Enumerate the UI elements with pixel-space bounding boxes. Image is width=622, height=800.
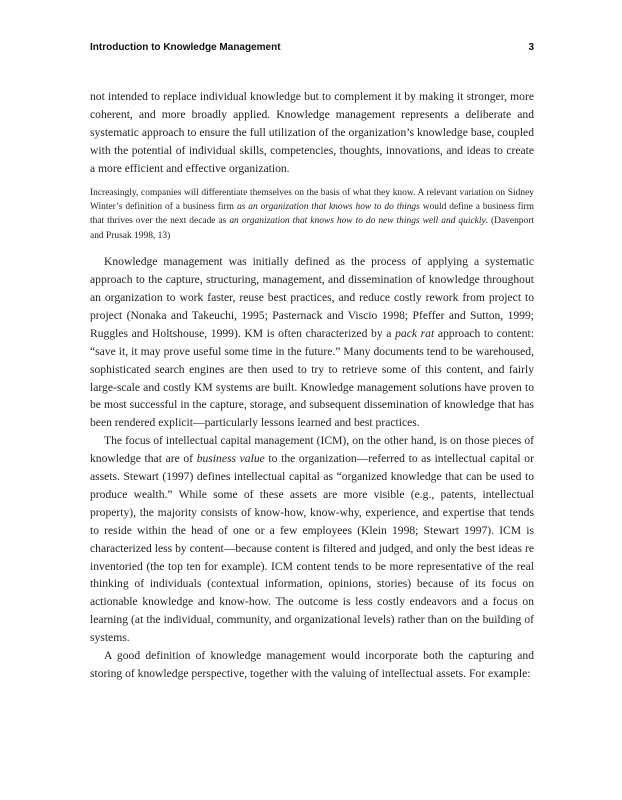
- quote-text-1: Increasingly, companies will differentiate themselves on the basis of what they know. A relevant variation on Sidney Winter’s definition of a business firm: [90, 187, 534, 212]
- quote-italic-2: an organization that knows how to do new things well and quickly: [229, 216, 486, 227]
- paragraph-2: [90, 253, 534, 432]
- quote-italic-1: as an organization that knows how to do things: [236, 201, 420, 212]
- paragraph-3-text-2: to the organization—referred to as intellectual capital or assets. Stewart (1997) defines intellectual capital as “organized knowledge that can be used to produce wealth.” While some of these assets are more visible (e.g., patents, intellectual property), the majority consists of know-how, know-why, experience, and expertise that tends to reside within the head of one or a few employees (Klein 1998; Stewart 1997). ICM is characterized less by content—because content is filtered and judged, and only the best ideas re inventoried (the top ten for example). ICM content tends to be more representative of the real thinking of individuals (contextual information, opinions, stories) because of its focus on actionable knowledge and know-how. The outcome is less costly endeavors and a focus on learning (at the individual, community, and organizational levels) rather than on the building of systems.: [90, 452, 534, 645]
- paragraph-2-text-1: Knowledge management was initially defined as the process of applying a systematic approach to the capture, structuring, management, and dissemination of knowledge throughout an organization to work faster, reuse best practices, and reduce costly rework from project to project (Nonaka and Takeuchi, 1995; Pasternack and Viscio 1998; Pfeffer and Sutton, 1999; Ruggles and Holtshouse, 1999). KM is often characterized by a: [90, 255, 534, 340]
- quote-text-2: would define a business firm that thrives over the next decade as: [90, 201, 534, 227]
- block-quote: [90, 186, 534, 244]
- paragraph-4: A good definition of knowledge management would incorporate both the capturing and storing of knowledge perspective, together with the valuing of intellectual assets. For example:: [90, 649, 534, 680]
- paragraph-1: not intended to replace individual knowledge but to complement it by making it stronger, more coherent, and more broadly applied. Knowledge management represents a deliberate and systematic approach to ensure the full utilization of the organization’s knowledge base, coupled with the potential of individual skills, competencies, thoughts, innovations, and ideas to create a more efficient and effective organization.: [90, 90, 534, 175]
- paragraph-2-italic: pack rat: [395, 326, 435, 340]
- page-number: 3: [528, 42, 534, 53]
- paragraph-2-text-2: approach to content: “save it, it may prove useful some time in the future.” Many documents tend to be warehoused, sophisticated search engines are then used to try to retrieve some of this content, and fairly large-scale and costly KM systems are built. Knowledge management solutions have proven to be most successful in the capture, storage, and subsequent dissemination of knowledge that has been rendered explicit—particularly lessons learned and best practices.: [90, 326, 534, 430]
- paragraph-3-text-1: The focus of intellectual capital management (ICM), on the other hand, is on those pieces of knowledge that are of: [90, 434, 534, 466]
- running-header-title: Introduction to Knowledge Management: [90, 42, 281, 53]
- running-header: [90, 42, 534, 53]
- quote-citation: . (Davenport and Prusak 1998, 13): [90, 216, 534, 241]
- paragraph-3: [90, 432, 534, 647]
- body-text: [90, 88, 534, 683]
- paragraph-3-italic: business value: [196, 452, 265, 466]
